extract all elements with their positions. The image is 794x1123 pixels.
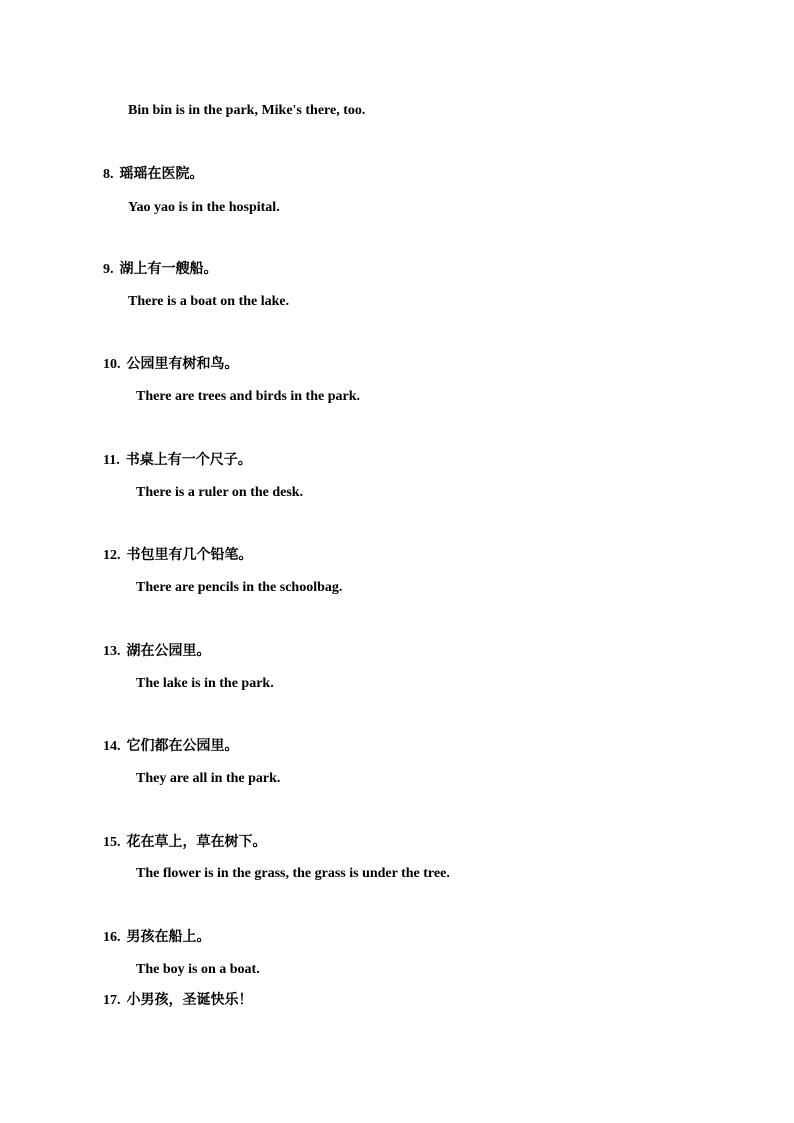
- answer-15: The flower is in the grass, the grass is under the tree.: [136, 866, 450, 881]
- question-10: [103, 356, 239, 374]
- question-text: 小男孩，圣诞快乐！: [126, 993, 253, 1008]
- question-17: [103, 992, 253, 1010]
- answer-13: The lake is in the park.: [136, 676, 274, 691]
- question-number: 17.: [103, 993, 121, 1008]
- question-15: [103, 834, 267, 852]
- answer-14: They are all in the park.: [136, 771, 281, 786]
- question-text: 男孩在船上。: [126, 930, 211, 945]
- question-text: 书桌上有一个尺子。: [125, 453, 252, 468]
- question-text: 它们都在公园里。: [126, 739, 239, 754]
- answer-9: There is a boat on the lake.: [128, 294, 290, 309]
- answer-12: There are pencils in the schoolbag.: [136, 580, 343, 595]
- question-number: 16.: [103, 930, 121, 945]
- question-number: 10.: [103, 357, 121, 372]
- question-number: 11.: [103, 453, 120, 468]
- question-text: 花在草上，草在树下。: [126, 835, 267, 850]
- answer-8: Yao yao is in the hospital.: [128, 200, 280, 215]
- question-text: 湖上有一艘船。: [119, 262, 218, 277]
- answer-16: The boy is on a boat.: [136, 962, 260, 977]
- question-13: [103, 643, 211, 661]
- answer-11: There is a ruler on the desk.: [136, 485, 304, 500]
- question-9: [103, 261, 218, 279]
- answer-10: There are trees and birds in the park.: [136, 389, 361, 404]
- answer-7-line: Bin bin is in the park, Mike's there, too.: [128, 103, 366, 118]
- question-14: [103, 738, 239, 756]
- question-number: 12.: [103, 548, 121, 563]
- question-number: 9.: [103, 262, 114, 277]
- question-11: [103, 452, 252, 470]
- question-12: [103, 547, 253, 565]
- question-number: 8.: [103, 167, 114, 182]
- question-text: 湖在公园里。: [126, 644, 211, 659]
- question-8: [103, 166, 204, 184]
- question-number: 13.: [103, 644, 121, 659]
- question-number: 15.: [103, 835, 121, 850]
- question-text: 书包里有几个铅笔。: [126, 548, 253, 563]
- question-number: 14.: [103, 739, 121, 754]
- question-16: [103, 929, 211, 947]
- question-text: 瑶瑶在医院。: [119, 167, 204, 182]
- question-text: 公园里有树和鸟。: [126, 357, 239, 372]
